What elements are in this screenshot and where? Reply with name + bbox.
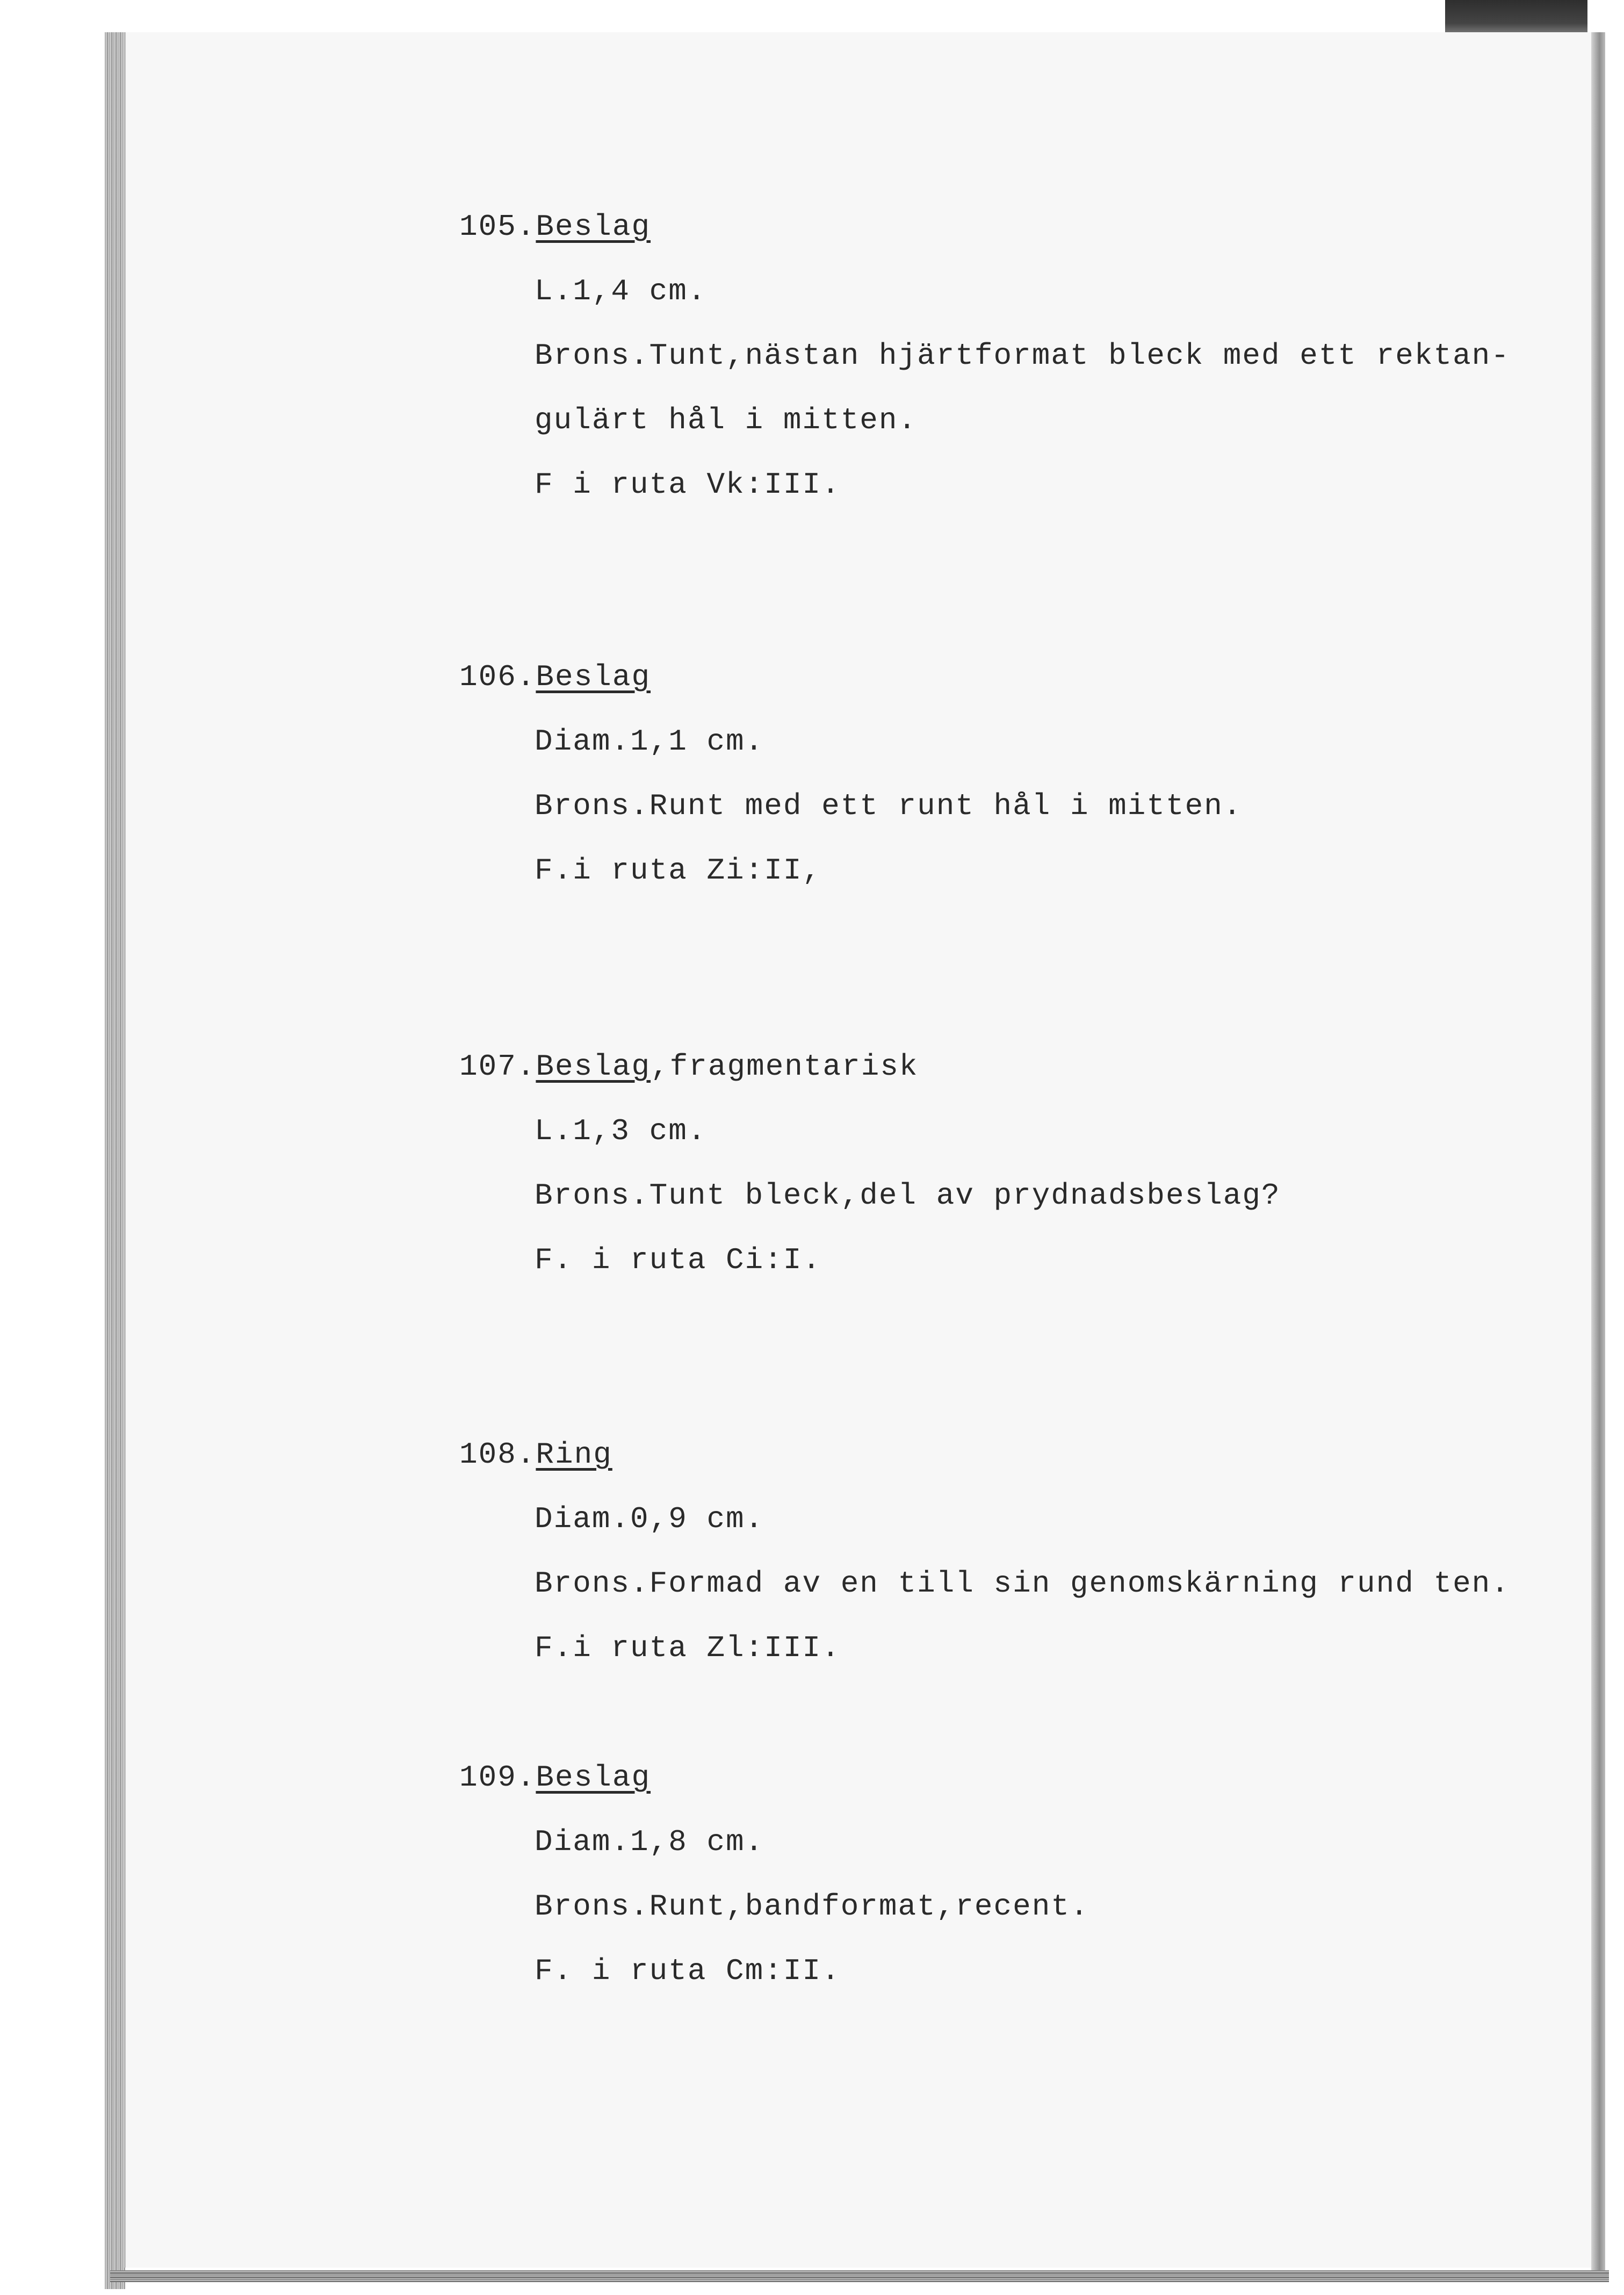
entry-heading bbox=[459, 661, 1587, 693]
entry-heading bbox=[459, 1051, 1587, 1083]
entry-measure: Diam.1,1 cm. bbox=[535, 724, 764, 759]
entry-find-location: F. i ruta Cm:II. bbox=[535, 1954, 841, 1988]
entry-description: Brons.Runt med ett runt hål i mitten. bbox=[535, 789, 1243, 823]
entry-find-location: F i ruta Vk:III. bbox=[535, 467, 841, 502]
entry-details bbox=[535, 1503, 1587, 1664]
entry-number: 107. bbox=[459, 1049, 536, 1084]
entry-title: Ring bbox=[536, 1437, 612, 1472]
entry-heading bbox=[459, 1761, 1587, 1794]
entry-number: 105. bbox=[459, 210, 536, 244]
entry-find-location: F.i ruta Zi:II, bbox=[535, 853, 822, 888]
entry-description: Brons.Formad av en till sin genomskärning rund ten. bbox=[535, 1566, 1510, 1601]
entry-heading bbox=[459, 211, 1587, 243]
entry-measure: Diam.0,9 cm. bbox=[535, 1502, 764, 1536]
entry-details bbox=[535, 275, 1587, 501]
entry-details bbox=[535, 725, 1587, 887]
entry-details bbox=[535, 1826, 1587, 1987]
catalog-entry-108 bbox=[459, 1438, 1587, 1664]
entry-description: Brons.Runt,bandformat,recent. bbox=[535, 1889, 1089, 1924]
entry-title-suffix: ,fragmentarisk bbox=[651, 1049, 919, 1084]
entry-details bbox=[535, 1115, 1587, 1276]
catalog-entry-106 bbox=[459, 661, 1587, 887]
entry-description: Brons.Tunt,nästan hjärtformat bleck med ett rektan- bbox=[535, 339, 1510, 373]
entry-find-location: F.i ruta Zl:III. bbox=[535, 1631, 841, 1665]
page-edge-right bbox=[1591, 32, 1605, 2278]
entry-number: 106. bbox=[459, 660, 536, 694]
entry-heading bbox=[459, 1438, 1587, 1471]
page-corner-tab bbox=[1445, 0, 1587, 33]
entry-number: 108. bbox=[459, 1437, 536, 1472]
entry-number: 109. bbox=[459, 1760, 536, 1795]
entry-find-location: F. i ruta Ci:I. bbox=[535, 1243, 822, 1277]
entry-description-cont: gulärt hål i mitten. bbox=[535, 403, 918, 437]
catalog-entry-109 bbox=[459, 1761, 1587, 1987]
entry-measure: Diam.1,8 cm. bbox=[535, 1825, 764, 1859]
entry-title: Beslag bbox=[536, 1760, 651, 1795]
catalog-entry-107 bbox=[459, 1051, 1587, 1276]
page-stack-left bbox=[105, 32, 125, 2289]
entry-title: Beslag bbox=[536, 660, 651, 694]
entry-measure: L.1,4 cm. bbox=[535, 274, 707, 308]
entry-measure: L.1,3 cm. bbox=[535, 1114, 707, 1148]
page-stack-bottom bbox=[110, 2270, 1609, 2282]
catalog-entry-105 bbox=[459, 211, 1587, 501]
entry-description: Brons.Tunt bleck,del av prydnadsbeslag? bbox=[535, 1178, 1281, 1213]
entry-title: Beslag bbox=[536, 210, 651, 244]
entry-title: Beslag bbox=[536, 1049, 651, 1084]
